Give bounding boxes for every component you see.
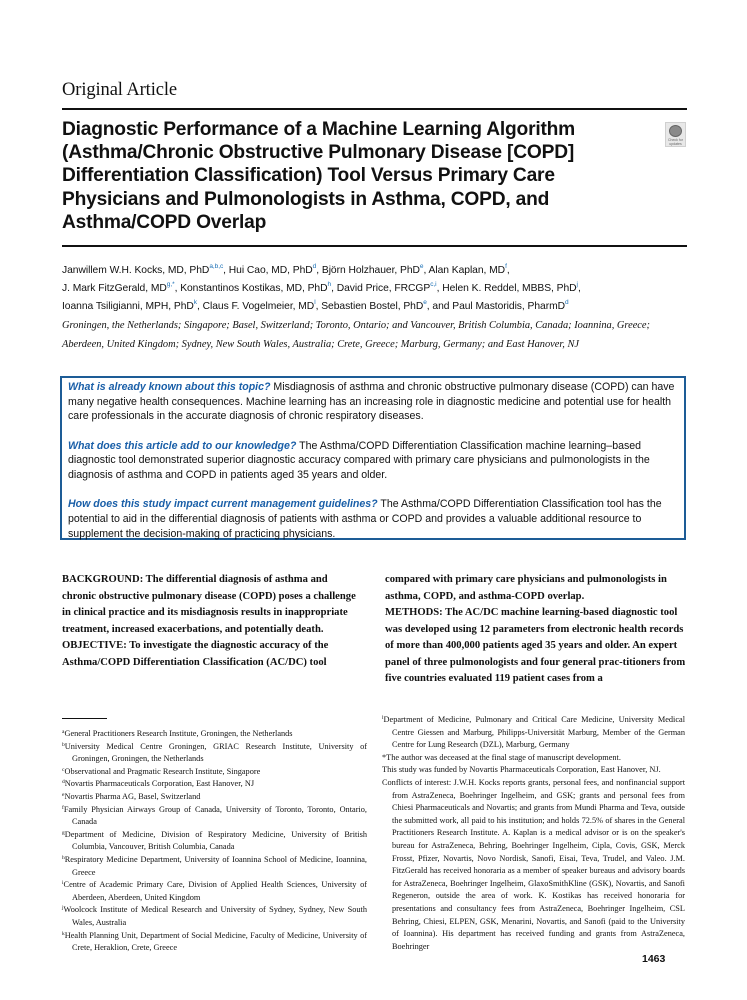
author: Björn Holzhauer, PhD$^e$, <box>321 263 429 276</box>
author: Konstantinos Kostikas, MD, PhD$^h$, <box>180 281 337 294</box>
footnote-rule <box>62 718 107 719</box>
abstract-background: BACKGROUND: The differential diagnosis of asthma and chronic obstructive pulmonary disease (COPD) poses a challenge in clinical practice and its misdiagnosis results in inappropriate treatment, increased exacerbations, and potentially death. <box>62 574 356 635</box>
affiliation: $^e$Novartis Pharma AG, Basel, Switzerland <box>62 791 201 801</box>
author-affiliation-link[interactable]: a,b,c <box>209 263 224 270</box>
crossmark-label: Check for updates <box>668 138 683 146</box>
affiliation: $^i$Centre of Academic Primary Care, Division of Applied Health Sciences, University of Aberdeen, Aberdeen, United Kingdom <box>62 880 367 902</box>
section-label: Original Article <box>62 80 178 100</box>
author-affiliation-link[interactable]: f <box>505 263 507 270</box>
affiliation: $^f$Family Physician Airways Group of Canada, University of Toronto, Toronto, Ontario, Canada <box>62 804 367 827</box>
deceased-note: *The author was deceased at the final stage of manuscript development. <box>382 752 621 762</box>
author: Alan Kaplan, $MD^f$, <box>428 263 510 276</box>
header-rule <box>62 108 687 110</box>
author: Hui Cao, MD, PhD$^d$, <box>228 263 322 276</box>
affiliation: $^j$Woolcock Institute of Medical Research and University of Sydney, Sydney, New South Wales, Australia <box>62 905 367 927</box>
author-affiliation-link[interactable]: d <box>312 263 317 270</box>
affiliation: $^b$University Medical Centre Groningen, GRIAC Research Institute, University of Groningen, Groningen, the Netherlands <box>62 741 367 764</box>
highlight-answer: The Asthma/COPD Differentiation Classification machine learning–based diagnostic tool demonstrated superior diagnostic accuracy compared with primary care physicians and pulmonologists in the diagnosis of asthma and COPD in patients aged 35 years and older. <box>68 439 650 482</box>
highlight-answer: Misdiagnosis of asthma and chronic obstructive pulmonary disease (COPD) can have many negative health consequences. Machine learning has an increasing role in diagnostic medicine and potential use for health care professionals in the accurate diagnosis of chronic respiratory diseases. <box>68 381 675 423</box>
highlight-answer: The Asthma/COPD Differentiation Classification tool has the potential to aid in the differential diagnosis of patients with asthma or COPD and provides a valuable additional resource to supplement the decision-making of practicing physicians. <box>68 498 662 540</box>
affiliation: $^k$Health Planning Unit, Department of Social Medicine, Faculty of Medicine, University of Crete, Heraklion, Crete, Greece <box>62 930 367 953</box>
crossmark-icon <box>669 125 682 137</box>
author: J. Mark FitzGerald, $MD^{g,*}$, <box>62 281 181 294</box>
affiliation: $^h$Respiratory Medicine Department, University of Ioannina School of Medicine, Ioannina, Greece <box>62 854 367 877</box>
author: Sebastien Bostel, PhD$^e$, and <box>321 299 453 312</box>
abstract-objective: OBJECTIVE: To investigate the diagnostic accuracy of the Asthma/COPD Differentiation Classification (AC/DC) tool <box>62 640 329 668</box>
highlight-question: How does this study impact current management guidelines? <box>68 498 378 511</box>
author-affiliation-link[interactable]: d <box>565 299 569 306</box>
abstract-column-left <box>62 572 362 671</box>
highlight-item <box>68 380 678 424</box>
funding-note: This study was funded by Novartis Pharmaceuticals Corporation, East Hanover, NJ. <box>382 765 661 775</box>
affiliation: $^l$Department of Medicine, Pulmonary and Critical Care Medicine, University Medical Centre Giessen and Marburg, Philipps-Universität Marburg, Member of the German Centre for Lung Research (DZL), Marburg, Germany <box>382 715 685 750</box>
author-affiliation-link[interactable]: h <box>327 281 332 288</box>
highlight-item <box>68 497 678 541</box>
author-affiliation-link[interactable]: e <box>423 299 427 306</box>
author-locations: Groningen, the Netherlands; Singapore; Basel, Switzerland; Toronto, Ontario; and Vancouver, British Columbia, Canada; Ioannina, Greece; Aberdeen, United Kingdom; Sydney, New South Wales, Australia; Crete, Greece; Marburg, Germany; and East Hanover, NJ <box>62 320 650 350</box>
author: David Price, FRCGP$^{c,i}$, <box>336 281 443 294</box>
title-rule <box>62 245 687 247</box>
affiliation: $^g$Department of Medicine, Division of Respiratory Medicine, University of British Columbia, Vancouver, British Columbia, Canada <box>62 829 367 852</box>
author-affiliation-link[interactable]: c,i <box>430 281 437 288</box>
conflicts-of-interest: Conflicts of interest: J.W.H. Kocks reports grants, personal fees, and nonfinancial support from AstraZeneca, Boehringer Ingelheim, and GSK; grants and personal fees from Chiesi Pharmaceuticals and Novartis; and grants from Mundi Pharma and Teva, outside the submitted work, all paid to his institution; and holds 72.5% of shares in the General Practitioners Research Institute. A. Kaplan is a medical advisor or is on the speaker's bureau for AstraZeneca, Behring, Boehringer Ingelheim, Cipla, Covis, GSK, Merck Frosst, Pfizer, Novartis, Novo Nordisk, Sanofi, Eisai, Teva, Trudel, and Valeo. J.M. FitzGerald has received honoraria as a member of speaker bureaus and advisory boards for AstraZeneca, Boehringer Ingelheim, GlaxoSmithKline (GSK), Novartis, and Sanofi Regeneron, outside the area of work. K. Kostikas has received honoraria for presentations and consultancy fees from AstraZeneca, Boehringer Ingelheim, CSL Behring, Chiesi, ELPEN, GSK, Menarini, Novartis, and Sanofi (paid to the University of Ioannina). His department has received funding and grants from AstraZeneca, Boehringer <box>382 777 685 951</box>
author: Helen K. Reddel, MBBS, PhD$^j$, <box>442 281 581 294</box>
abstract-column-right <box>385 572 690 688</box>
article-title: Diagnostic Performance of a Machine Learning Algorithm (Asthma/Chronic Obstructive Pulmonary Disease [COPD] Differentiation Classification) Tool Versus Primary Care Physicians and Pulmonologists in Asthma, COPD, and Asthma/COPD Overlap <box>62 119 576 233</box>
highlight-question: What is already known about this topic? <box>68 381 271 393</box>
author-affiliation-link[interactable]: e <box>419 263 424 270</box>
affiliation: $^d$Novartis Pharmaceuticals Corporation, East Hanover, NJ <box>62 779 255 789</box>
author: Paul Mastoridis, PharmD$^d$ <box>452 299 569 312</box>
author: Ioanna Tsiligianni, MPH, PhD$^k$, <box>62 299 203 312</box>
author-affiliation-link[interactable]: g,* <box>166 281 175 288</box>
author-list <box>62 262 692 316</box>
abstract-methods: METHODS: The AC/DC machine learning-based diagnostic tool was developed using 12 parameters from electronic health records of more than 400,000 patients aged 35 years and older. An expert panel of three pulmonologists and four general prac-titioners from five countries evaluated 119 patient cases from a <box>385 607 686 684</box>
page-number: 1463 <box>642 953 666 965</box>
affiliation: $^a$General Practitioners Research Institute, Groningen, the Netherlands <box>62 729 293 738</box>
check-for-updates-badge[interactable] <box>665 122 686 147</box>
author: Janwillem W.H. Kocks, MD, PhD$^{a,b,c}$, <box>62 263 229 276</box>
author-affiliation-link[interactable]: j <box>576 281 578 288</box>
highlight-item <box>68 439 678 483</box>
affiliation: $^c$Observational and Pragmatic Research Institute, Singapore <box>62 766 261 776</box>
affiliations-left <box>62 728 367 955</box>
author: Claus F. Vogelmeier, $MD^l$, <box>202 299 322 312</box>
author-affiliation-link[interactable]: k <box>193 299 197 306</box>
clinical-implications-box <box>60 376 686 540</box>
author-affiliation-link[interactable]: l <box>314 299 316 306</box>
footnotes-right <box>382 714 685 953</box>
highlight-question: What does this article add to our knowledge? <box>68 439 297 452</box>
abstract-objective-cont: compared with primary care physicians and pulmonologists in asthma, COPD, and asthma-COPD overlap. <box>385 574 667 602</box>
